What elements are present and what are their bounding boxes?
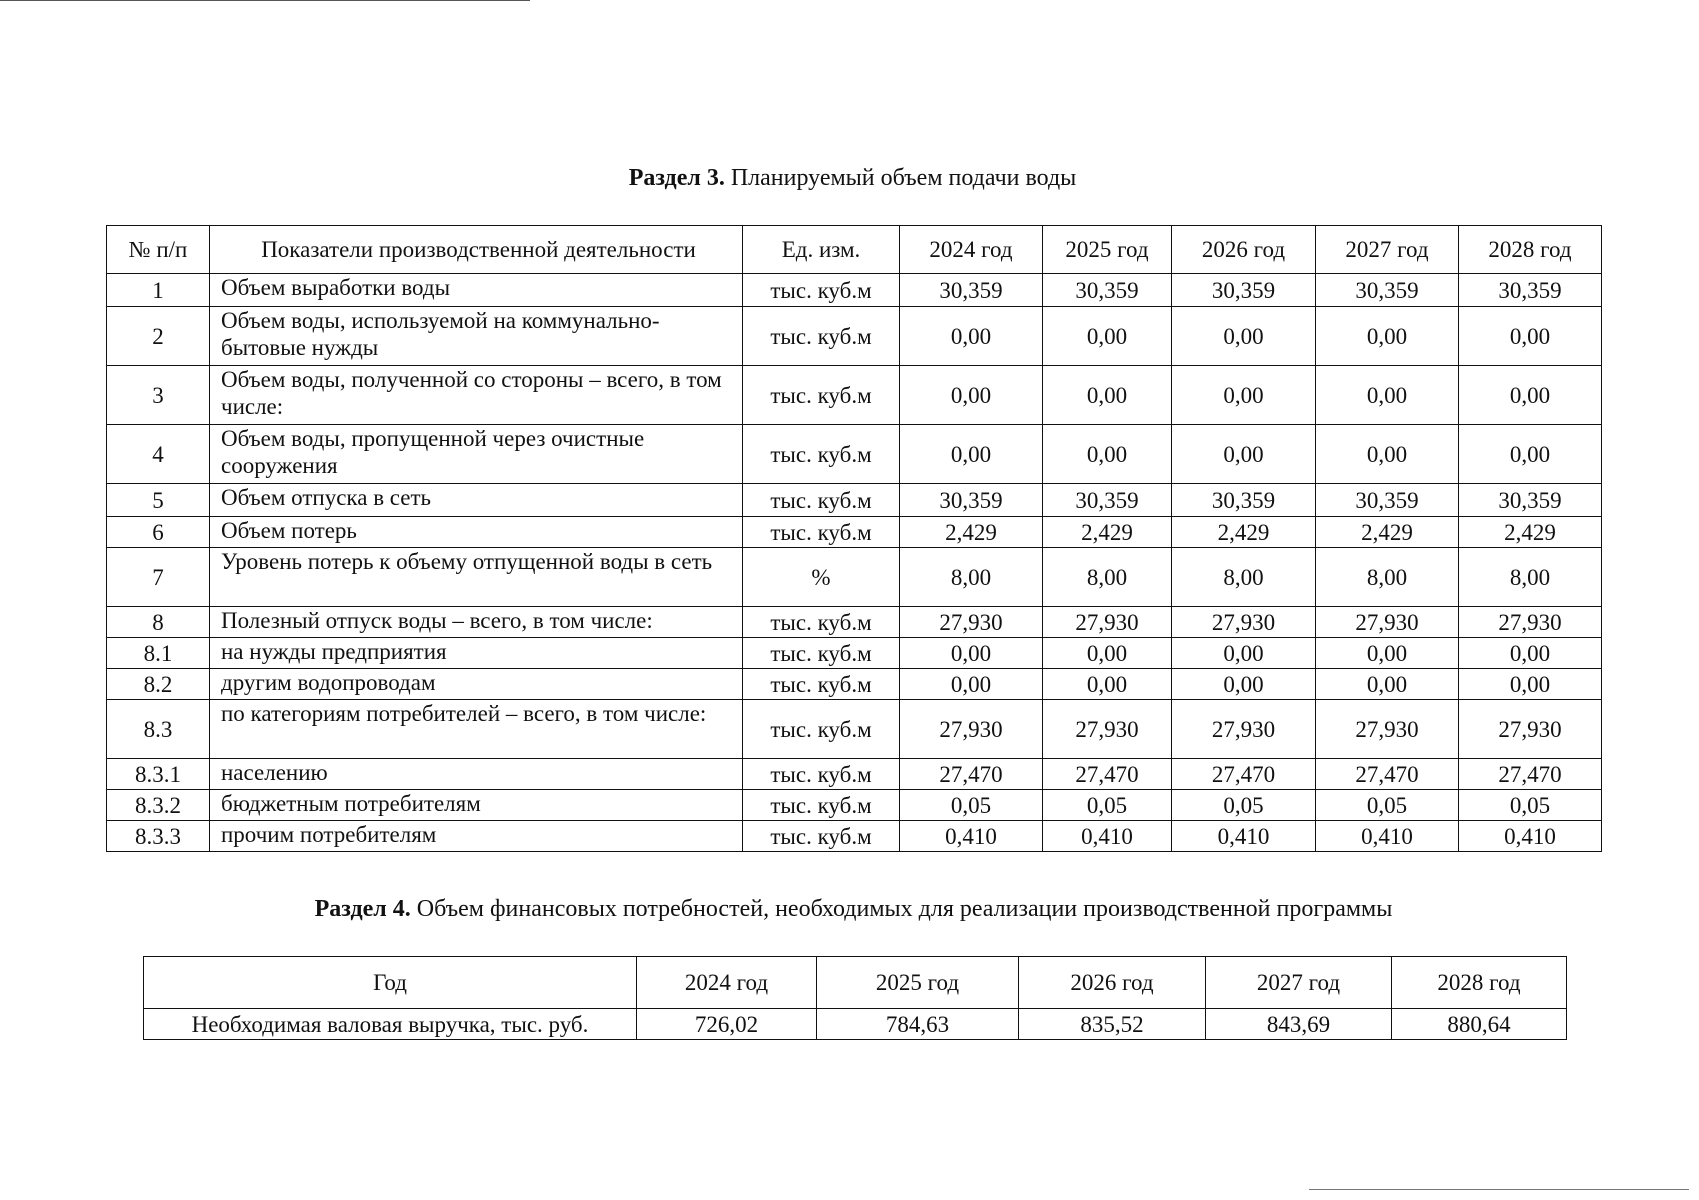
value-cell: 2,429 bbox=[1316, 517, 1459, 548]
value-cell: 0,00 bbox=[1459, 669, 1602, 700]
value-cell: 0,00 bbox=[1043, 638, 1172, 669]
table-row bbox=[107, 669, 1602, 700]
indicator-name: другим водопроводам bbox=[210, 669, 743, 700]
table-row bbox=[107, 274, 1602, 307]
value-cell: 0,00 bbox=[1043, 669, 1172, 700]
table-header-row bbox=[107, 226, 1602, 274]
value-cell: 27,930 bbox=[1172, 607, 1316, 638]
unit-cell: тыс. куб.м bbox=[743, 307, 900, 366]
unit-cell: тыс. куб.м bbox=[743, 607, 900, 638]
indicator-name: бюджетным потребителям bbox=[210, 790, 743, 821]
value-cell: 30,359 bbox=[1172, 484, 1316, 517]
table-row bbox=[107, 517, 1602, 548]
value-cell: 27,930 bbox=[900, 700, 1043, 759]
unit-cell: тыс. куб.м bbox=[743, 638, 900, 669]
unit-cell: тыс. куб.м bbox=[743, 484, 900, 517]
indicator-name: Объем воды, полученной со стороны – всего, в том числе: bbox=[210, 366, 743, 425]
table-row bbox=[144, 1009, 1567, 1040]
value-cell: 8,00 bbox=[1459, 548, 1602, 607]
value-cell: 27,930 bbox=[1043, 700, 1172, 759]
value-cell: 0,00 bbox=[1316, 669, 1459, 700]
header-year: 2027 год bbox=[1206, 957, 1392, 1009]
section3-heading-bold: Раздел 3. bbox=[628, 165, 725, 191]
table-header-row bbox=[144, 957, 1567, 1009]
indicator-name: населению bbox=[210, 759, 743, 790]
water-supply-table-body bbox=[107, 274, 1602, 852]
header-year: 2026 год bbox=[1019, 957, 1206, 1009]
section4-heading-bold: Раздел 4. bbox=[314, 896, 411, 922]
table-row bbox=[107, 790, 1602, 821]
header-indicator: Показатели производственной деятельности bbox=[210, 226, 743, 274]
value-cell: 0,00 bbox=[1316, 638, 1459, 669]
unit-cell: тыс. куб.м bbox=[743, 669, 900, 700]
value-cell: 0,00 bbox=[900, 669, 1043, 700]
value-cell: 27,930 bbox=[1459, 700, 1602, 759]
indicator-name: на нужды предприятия bbox=[210, 638, 743, 669]
value-cell: 0,00 bbox=[1459, 307, 1602, 366]
section4-heading bbox=[4, 894, 1699, 924]
value-cell: 27,930 bbox=[1459, 607, 1602, 638]
value-cell: 880,64 bbox=[1392, 1009, 1567, 1040]
value-cell: 0,410 bbox=[1043, 821, 1172, 852]
value-cell: 0,410 bbox=[1172, 821, 1316, 852]
value-cell: 0,410 bbox=[1459, 821, 1602, 852]
section4-heading-text: Объем финансовых потребностей, необходимых для реализации производственной программы bbox=[410, 896, 1393, 922]
value-cell: 30,359 bbox=[1043, 274, 1172, 307]
value-cell: 0,00 bbox=[1043, 425, 1172, 484]
indicator-name: прочим потребителям bbox=[210, 821, 743, 852]
value-cell: 0,05 bbox=[1043, 790, 1172, 821]
value-cell: 2,429 bbox=[1043, 517, 1172, 548]
header-year: 2025 год bbox=[1043, 226, 1172, 274]
value-cell: 27,930 bbox=[1172, 700, 1316, 759]
value-cell: 0,410 bbox=[1316, 821, 1459, 852]
row-number: 1 bbox=[107, 274, 210, 307]
value-cell: 2,429 bbox=[1459, 517, 1602, 548]
table-row bbox=[107, 366, 1602, 425]
header-year: 2028 год bbox=[1392, 957, 1567, 1009]
value-cell: 27,470 bbox=[1043, 759, 1172, 790]
header-unit: Ед. изм. bbox=[743, 226, 900, 274]
value-cell: 27,470 bbox=[900, 759, 1043, 790]
value-cell: 784,63 bbox=[817, 1009, 1019, 1040]
value-cell: 30,359 bbox=[1459, 484, 1602, 517]
value-cell: 0,05 bbox=[1172, 790, 1316, 821]
value-cell: 30,359 bbox=[900, 274, 1043, 307]
value-cell: 0,00 bbox=[1043, 307, 1172, 366]
unit-cell: % bbox=[743, 548, 900, 607]
row-number: 8 bbox=[107, 607, 210, 638]
value-cell: 0,00 bbox=[1172, 638, 1316, 669]
value-cell: 8,00 bbox=[900, 548, 1043, 607]
table-row bbox=[107, 759, 1602, 790]
value-cell: 30,359 bbox=[900, 484, 1043, 517]
row-number: 7 bbox=[107, 548, 210, 607]
value-cell: 0,00 bbox=[900, 425, 1043, 484]
unit-cell: тыс. куб.м bbox=[743, 517, 900, 548]
value-cell: 30,359 bbox=[1316, 484, 1459, 517]
value-cell: 0,00 bbox=[1172, 307, 1316, 366]
row-number: 8.3 bbox=[107, 700, 210, 759]
unit-cell: тыс. куб.м bbox=[743, 821, 900, 852]
scan-edge-line bbox=[0, 0, 530, 1]
value-cell: 27,930 bbox=[1043, 607, 1172, 638]
value-cell: 0,410 bbox=[900, 821, 1043, 852]
value-cell: 726,02 bbox=[637, 1009, 817, 1040]
value-cell: 27,470 bbox=[1459, 759, 1602, 790]
row-label: Необходимая валовая выручка, тыс. руб. bbox=[144, 1009, 637, 1040]
value-cell: 0,00 bbox=[1172, 669, 1316, 700]
value-cell: 0,05 bbox=[900, 790, 1043, 821]
section3-heading bbox=[3, 163, 1699, 193]
value-cell: 2,429 bbox=[900, 517, 1043, 548]
row-number: 8.3.2 bbox=[107, 790, 210, 821]
value-cell: 30,359 bbox=[1172, 274, 1316, 307]
row-number: 8.2 bbox=[107, 669, 210, 700]
value-cell: 0,00 bbox=[1459, 425, 1602, 484]
value-cell: 27,930 bbox=[1316, 700, 1459, 759]
value-cell: 0,00 bbox=[900, 366, 1043, 425]
table-row bbox=[107, 548, 1602, 607]
value-cell: 0,05 bbox=[1316, 790, 1459, 821]
value-cell: 0,05 bbox=[1459, 790, 1602, 821]
unit-cell: тыс. куб.м bbox=[743, 790, 900, 821]
value-cell: 843,69 bbox=[1206, 1009, 1392, 1040]
header-year: 2024 год bbox=[900, 226, 1043, 274]
value-cell: 0,00 bbox=[1316, 425, 1459, 484]
value-cell: 0,00 bbox=[900, 638, 1043, 669]
value-cell: 0,00 bbox=[1172, 425, 1316, 484]
value-cell: 8,00 bbox=[1043, 548, 1172, 607]
table-row bbox=[107, 307, 1602, 366]
value-cell: 0,00 bbox=[900, 307, 1043, 366]
header-year: 2025 год bbox=[817, 957, 1019, 1009]
unit-cell: тыс. куб.м bbox=[743, 366, 900, 425]
indicator-name: Объем отпуска в сеть bbox=[210, 484, 743, 517]
row-number: 4 bbox=[107, 425, 210, 484]
value-cell: 2,429 bbox=[1172, 517, 1316, 548]
value-cell: 30,359 bbox=[1043, 484, 1172, 517]
value-cell: 8,00 bbox=[1316, 548, 1459, 607]
header-year: 2028 год bbox=[1459, 226, 1602, 274]
unit-cell: тыс. куб.м bbox=[743, 425, 900, 484]
financial-needs-table bbox=[143, 956, 1567, 1040]
value-cell: 27,930 bbox=[1316, 607, 1459, 638]
header-num: № п/п bbox=[107, 226, 210, 274]
unit-cell: тыс. куб.м bbox=[743, 274, 900, 307]
value-cell: 0,00 bbox=[1459, 638, 1602, 669]
row-number: 8.3.1 bbox=[107, 759, 210, 790]
row-number: 6 bbox=[107, 517, 210, 548]
unit-cell: тыс. куб.м bbox=[743, 700, 900, 759]
table-row bbox=[107, 821, 1602, 852]
indicator-name: Уровень потерь к объему отпущенной воды в сеть bbox=[210, 548, 743, 607]
header-year: 2026 год bbox=[1172, 226, 1316, 274]
scan-edge-line bbox=[1309, 1189, 1689, 1190]
indicator-name: Объем потерь bbox=[210, 517, 743, 548]
value-cell: 27,930 bbox=[900, 607, 1043, 638]
table-row bbox=[107, 607, 1602, 638]
header-year: 2027 год bbox=[1316, 226, 1459, 274]
indicator-name: по категориям потребителей – всего, в том числе: bbox=[210, 700, 743, 759]
value-cell: 0,00 bbox=[1043, 366, 1172, 425]
value-cell: 835,52 bbox=[1019, 1009, 1206, 1040]
value-cell: 27,470 bbox=[1172, 759, 1316, 790]
indicator-name: Объем воды, используемой на коммунально-бытовые нужды bbox=[210, 307, 743, 366]
value-cell: 0,00 bbox=[1316, 307, 1459, 366]
table-row bbox=[107, 484, 1602, 517]
header-year: 2024 год bbox=[637, 957, 817, 1009]
indicator-name: Объем выработки воды bbox=[210, 274, 743, 307]
header-year-label: Год bbox=[144, 957, 637, 1009]
indicator-name: Объем воды, пропущенной через очистные сооружения bbox=[210, 425, 743, 484]
value-cell: 0,00 bbox=[1459, 366, 1602, 425]
unit-cell: тыс. куб.м bbox=[743, 759, 900, 790]
water-supply-table bbox=[106, 225, 1602, 852]
indicator-name: Полезный отпуск воды – всего, в том числе: bbox=[210, 607, 743, 638]
table-row bbox=[107, 700, 1602, 759]
table-row bbox=[107, 638, 1602, 669]
value-cell: 8,00 bbox=[1172, 548, 1316, 607]
section3-heading-text: Планируемый объем подачи воды bbox=[724, 165, 1077, 191]
row-number: 8.1 bbox=[107, 638, 210, 669]
row-number: 5 bbox=[107, 484, 210, 517]
table-row bbox=[107, 425, 1602, 484]
row-number: 2 bbox=[107, 307, 210, 366]
value-cell: 30,359 bbox=[1316, 274, 1459, 307]
row-number: 8.3.3 bbox=[107, 821, 210, 852]
row-number: 3 bbox=[107, 366, 210, 425]
value-cell: 0,00 bbox=[1316, 366, 1459, 425]
value-cell: 30,359 bbox=[1459, 274, 1602, 307]
value-cell: 0,00 bbox=[1172, 366, 1316, 425]
value-cell: 27,470 bbox=[1316, 759, 1459, 790]
